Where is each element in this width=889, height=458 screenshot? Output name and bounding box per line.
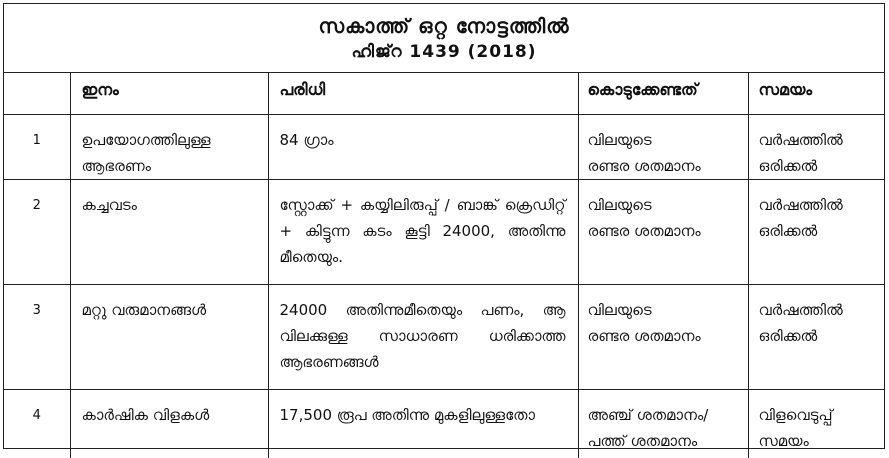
row-item-line: കാർഷിക വിളകൾ [81,405,210,424]
row-time [748,179,884,284]
row-payable-line: വിലയുടെ [587,130,652,149]
row-item [70,284,268,389]
row-payable-line: വിലയുടെ [587,300,652,319]
column-header-item: ഇനം [70,72,268,114]
row-time-line: വർഷത്തിൽ [758,300,843,319]
row-limit: 17,500 രൂപ അതിന്നു മുകളിലുള്ളതോ [268,389,578,458]
row-time-line: ഒരിക്കൽ [758,156,818,175]
row-time-line: വർഷത്തിൽ [758,195,843,214]
table-row [4,114,884,179]
row-payable-line: രണ്ടര ശതമാനം [587,221,701,240]
page-subtitle: ഹിജ്റ 1439 (2018) [351,42,537,62]
row-limit: 84 ഗ്രാം [268,114,578,179]
row-payable-line: വിലയുടെ [587,195,652,214]
page-title: സകാത്ത് ഒറ്റ നോട്ടത്തിൽ [318,14,570,38]
row-item-line: ഉപയോഗത്തിലുള്ള [81,130,211,149]
row-time-line: വിളവെടുപ്പ് [758,405,833,424]
row-time-line: സമയം [758,431,809,450]
column-header-limit: പരിധി [268,72,578,114]
row-item [70,389,268,458]
row-number: 3 [4,284,70,389]
row-time-line: ഒരിക്കൽ [758,326,818,345]
row-time [748,114,884,179]
row-payable-line: അഞ്ച് ശതമാനം/ [587,405,709,424]
row-time [748,389,884,458]
row-item-line: കച്ചവടം [81,195,137,214]
row-limit: സ്റ്റോക്ക് + കയ്യിലിരുപ്പ് / ബാങ്ക് ക്രെഡിറ്റ് + കിട്ടുന്ന കടം കൂട്ടി 24000, അതിന്നു മീതെയും. [268,179,578,284]
column-header-time: സമയം [748,72,884,114]
table-row [4,179,884,284]
row-number: 4 [4,389,70,458]
zakat-table [4,72,884,458]
row-number: 1 [4,114,70,179]
row-payable-line: രണ്ടര ശതമാനം [587,326,701,345]
table-row [4,389,884,458]
row-item [70,179,268,284]
row-limit: 24000 അതിന്നുമീതെയും പണം, ആ വിലക്കുള്ള സാധാരണ ധരിക്കാത്ത ആഭരണങ്ങൾ [268,284,578,389]
row-number: 2 [4,179,70,284]
row-time-line: ഒരിക്കൽ [758,221,818,240]
row-payable-line: പത്ത് ശതമാനം [587,431,698,450]
row-time [748,284,884,389]
table-row [4,284,884,389]
row-payable-line: രണ്ടര ശതമാനം [587,156,701,175]
row-item [70,114,268,179]
column-header-number [4,72,70,114]
row-time-line: വർഷത്തിൽ [758,130,843,149]
row-payable [578,389,748,458]
table-header [4,4,884,73]
row-payable [578,179,748,284]
column-header-row [4,72,884,114]
row-payable [578,284,748,389]
column-header-payable: കൊടുക്കേണ്ടത് [578,72,748,114]
row-item-line: ആഭരണം [81,156,151,175]
zakat-table-document [3,3,885,449]
row-payable [578,114,748,179]
row-item-line: മറ്റു വരുമാനങ്ങൾ [81,300,207,319]
